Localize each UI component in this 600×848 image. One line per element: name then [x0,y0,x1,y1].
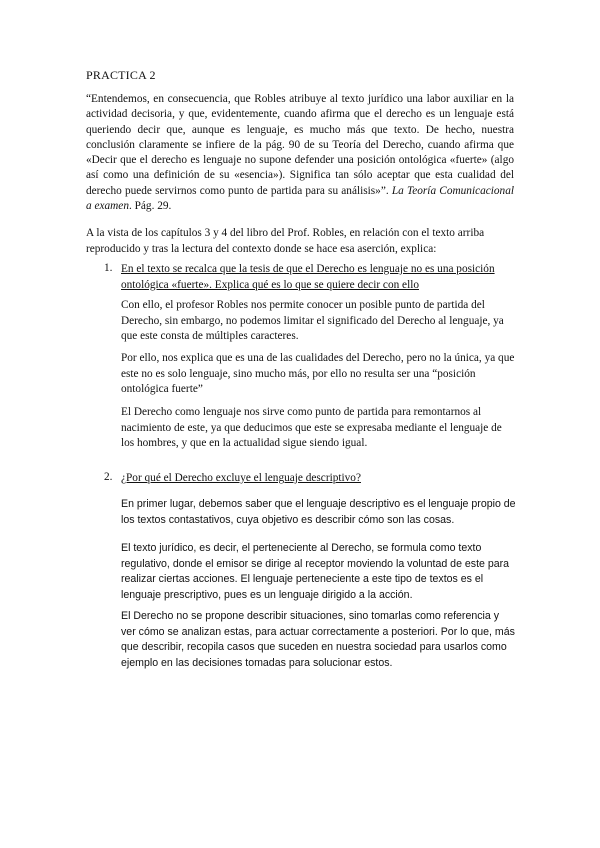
question-1-text: En el texto se recalca que la tesis de que el Derecho es lenguaje no es una posición ontológica «fuerte». Explica qué es lo que se quiere decir con ello [121,263,495,291]
question-number: 2. [104,471,113,483]
answer-1-paragraph-3: El Derecho como lenguaje nos sirve como punto de partida para remontarnos al nacimiento de este, ya que deducimos que este se expresaba mediante el lenguaje de los hombres, y que en la actualidad sigue siendo igual. [121,406,502,449]
quoted-passage [86,92,514,214]
answer-1-paragraph-1: Con ello, el profesor Robles nos permite conocer un posible punto de partida del Derecho, sin embargo, no podemos limitar el significado del Derecho al lenguaje, ya que este consta de múltiples caracteres. [121,299,504,342]
answer-1-paragraph-2: Por ello, nos explica que es una de las cualidades del Derecho, pero no la única, ya que este no es solo lenguaje, sino mucho más, por ello no resulta ser una “posición ontológica fuerte” [121,352,515,395]
quote-source-page: . Pág. 29. [128,200,172,213]
answer-2-paragraph-3: El Derecho no se propone describir situaciones, sino tomarlas como referencia y ver cómo se analizan estas, para actuar correctamente a posteriori. Por lo que, más que describir, recopila casos que suceden en nuestra sociedad para usarlos como ejemplo en las decisiones tomadas para solucionar estos. [121,610,515,669]
quote-source-title: La Teoría Comunicacional a examen [86,184,514,213]
quote-text: “Entendemos, en consecuencia, que Robles atribuye al texto jurídico una labor auxiliar en la actividad decisoria, y que, evidentemente, cuando afirma que el derecho es un lenguaje está queriendo decir que, aunque es lenguaje, es mucho más que texto. De hecho, nuestra conclusión claramente se infiere de la pág. 90 de su Teoría del Derecho, cuando afirma que «Decir que el derecho es lenguaje no supone defender una posición ontológica «fuerte» (algo así como una definición de su «esencia»). Significa tan sólo aceptar que esta cualidad del derecho puede servirnos como punto de partida para su análisis»”. [86,93,514,197]
question-number: 1. [104,262,113,274]
answer-2-paragraph-1: En primer lugar, debemos saber que el lenguaje descriptivo es el lenguaje propio de los textos contastativos, cuya objetivo es describir cómo son las cosas. [121,498,516,526]
instructions: A la vista de los capítulos 3 y 4 del libro del Prof. Robles, en relación con el texto arriba reproducido y tras la lectura del contexto donde se hace esa aserción, explica: [86,227,485,255]
page-title: PRACTICA 2 [86,68,156,82]
answer-2-paragraph-2: El texto jurídico, es decir, el perteneciente al Derecho, se formula como texto regulativo, donde el emisor se dirige al receptor moviendo la voluntad de este para realizar ciertas acciones. El lenguaje perteneciente a este tipo de textos es el lenguaje prescriptivo, pues es un lenguaje dirigido a la acción. [121,542,510,601]
question-2-text: ¿Por qué el Derecho excluye el lenguaje descriptivo? [121,472,361,484]
